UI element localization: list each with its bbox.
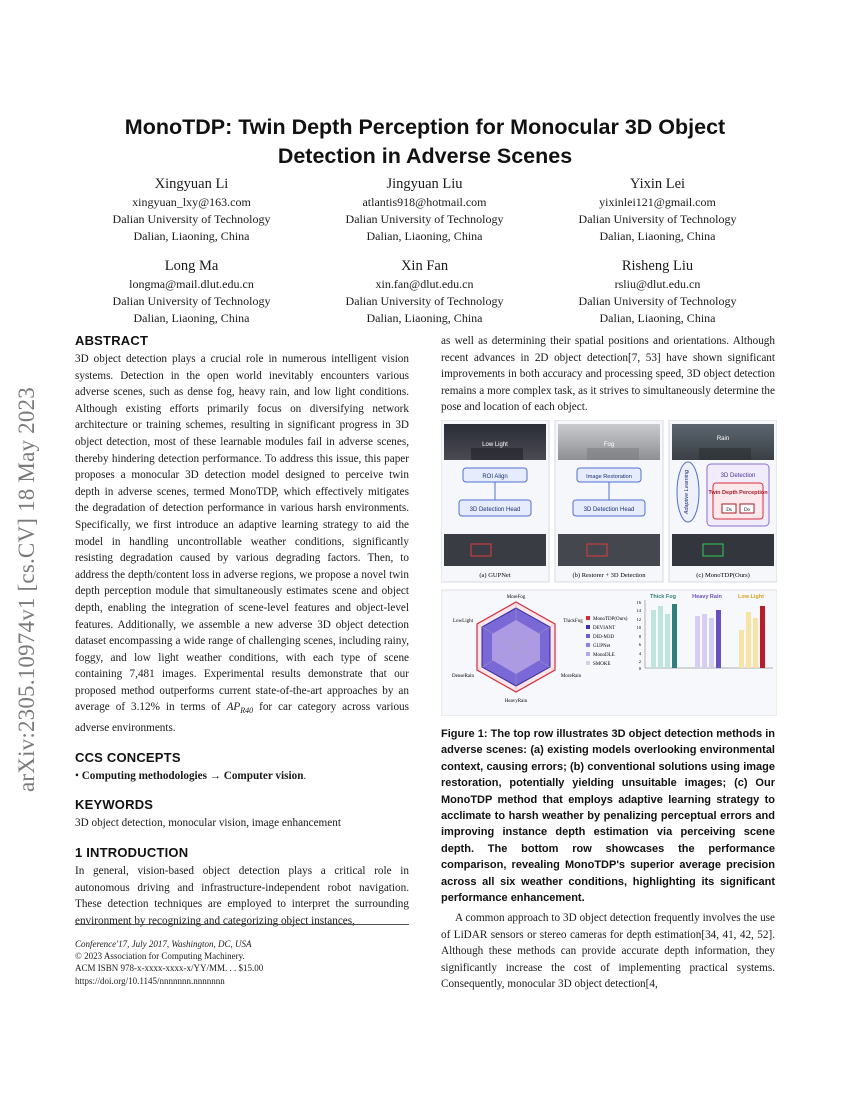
author-name: Xin Fan: [400, 258, 449, 274]
author-name: Risheng Liu: [621, 258, 694, 274]
caption-a: (a) GUPNet: [479, 572, 511, 579]
text-ds: Ds: [726, 508, 732, 513]
result-b: [558, 534, 660, 566]
footnote-rule: [75, 924, 409, 925]
author-4: [75, 256, 308, 327]
bar: [753, 618, 758, 668]
radar-axis-thickfog: ThickFog: [563, 619, 583, 624]
ccs-tail: .: [303, 769, 307, 782]
bar: [709, 618, 714, 668]
radar-axis-heavyrain: HeavyRain: [504, 699, 528, 704]
keywords-heading: KEYWORDS: [75, 797, 154, 813]
author-location: Dalian, Liaoning, China: [599, 311, 716, 325]
author-location: Dalian, Liaoning, China: [366, 311, 483, 325]
box-twin-depth: [713, 483, 763, 519]
result-a: [444, 534, 546, 566]
ap-symbol: AP: [226, 701, 241, 714]
label-low-light: Low Light: [482, 442, 508, 448]
left-column: [75, 333, 409, 929]
bar: [739, 630, 744, 668]
figure-caption: Figure 1: The top row illustrates 3D object detection methods in adverse scenes: (a) existing models overlooking environmental context, causing errors; (b) conventional solutions using image restoration, potentially yielding unsuitable images; (c) Our MonoTDP method that employs adaptive learning strategy to acclimate to harsh weather by penalizing perceptual errors and improving instance depth estimation via perceiving scene depth. The bottom row showcases the performance comparison, revealing MonoTDP's superior average precision across all six weather conditions, highlighting its significant performance enhancement.: [441, 728, 775, 905]
footnote: [75, 938, 409, 987]
bar: [695, 616, 700, 668]
author-email: rsliu@dlut.edu.cn: [614, 277, 701, 291]
footnote-conference: Conference'17, July 2017, Washington, DC, USA: [75, 939, 252, 949]
legend-ours: MonoTDP(Ours): [593, 617, 628, 622]
label-fog: Fog: [603, 442, 615, 448]
text-twin-depth: Twin Depth Perception: [708, 490, 768, 496]
text-detection-head-b: 3D Detection Head: [583, 507, 635, 513]
footnote-doi[interactable]: https://doi.org/10.1145/nnnnnnn.nnnnnnn: [75, 975, 225, 986]
author-location: Dalian, Liaoning, China: [599, 229, 716, 243]
figure-1: [441, 420, 777, 716]
author-email: atlantis918@hotmail.com: [362, 195, 487, 209]
author-affiliation: Dalian University of Technology: [578, 294, 737, 308]
ccs-concept: Computing methodologies → Computer vision: [81, 769, 304, 782]
arxiv-stamp: arXiv:2305.10974v1 [cs.CV] 18 May 2023: [14, 387, 39, 792]
bar-group-low-light: Low Light: [738, 594, 764, 600]
author-name: Yixin Lei: [629, 176, 686, 192]
bar: [651, 610, 656, 668]
intro-heading: 1 INTRODUCTION: [75, 845, 189, 861]
footnote-copyright: © 2023 Association for Computing Machinery.: [75, 951, 245, 962]
bar: [658, 606, 663, 668]
text-detection-head-a: 3D Detection Head: [469, 507, 521, 513]
legend-smoke: SMOKE: [593, 662, 611, 667]
bar: [702, 614, 707, 668]
author-affiliation: Dalian University of Technology: [345, 294, 504, 308]
paper-title: [75, 113, 775, 171]
author-3: [541, 174, 774, 245]
ccs-bullet: •: [75, 769, 79, 782]
y-tick-6: 6: [638, 642, 641, 647]
ccs-text: [75, 768, 409, 785]
caption-c: (c) MonoTDP(Ours): [696, 572, 750, 579]
text-do: Do: [743, 508, 751, 513]
author-location: Dalian, Liaoning, China: [133, 229, 250, 243]
y-tick-14: 14: [636, 608, 641, 613]
intro-continued: as well as determining their spatial positions and orientations. Although recent advances in 2D object detection[7, 53] have shown significant improvements in both accuracy and processing speed, 3D object detection remains a more complex task, as it strives to simultaneously determine the pose and location of each object.: [441, 335, 775, 414]
legend-monodle: MonoDLE: [593, 653, 615, 658]
bar: [760, 606, 765, 668]
abstract-heading: ABSTRACT: [75, 333, 149, 348]
title-line-1: MonoTDP: Twin Depth Perception for Monocular 3D Object: [124, 115, 726, 139]
radar-axis-lowlight: LowLight: [453, 619, 473, 624]
author-affiliation: Dalian University of Technology: [345, 212, 504, 226]
author-5: [308, 256, 541, 327]
right-column-bottom: [441, 910, 775, 993]
footnote-isbn: ACM ISBN 978-x-xxxx-xxxx-x/YY/MM. . . $15.00: [75, 963, 264, 974]
legend-gupnet: GUPNet: [593, 644, 611, 649]
author-name: Long Ma: [164, 258, 219, 274]
author-2: [308, 174, 541, 245]
bar: [665, 614, 670, 668]
author-affiliation: Dalian University of Technology: [112, 294, 271, 308]
text-image-restoration: Image Restoration: [586, 474, 632, 480]
author-name: Jingyuan Liu: [386, 176, 463, 192]
y-tick-2: 2: [638, 659, 641, 664]
author-1: [75, 174, 308, 245]
author-email: longma@mail.dlut.edu.cn: [129, 277, 254, 291]
author-6: [541, 256, 774, 327]
intro-text: In general, vision-based object detection plays a critical role in autonomous driving and infrastructure-independent robot navigation. These detection techniques are employed to interpret the surrounding environment by recognizing and categorizing object instances,: [75, 865, 409, 927]
author-affiliation: Dalian University of Technology: [578, 212, 737, 226]
author-affiliation: Dalian University of Technology: [112, 212, 271, 226]
label-rain: Rain: [716, 436, 730, 442]
bar: [672, 604, 677, 668]
y-tick-0: 0: [638, 666, 641, 671]
y-tick-12: 12: [636, 617, 641, 622]
author-name: Xingyuan Li: [154, 176, 229, 192]
legend-deviant: DEVIANT: [593, 626, 616, 631]
abstract-body: 3D object detection plays a crucial role in numerous intelligent vision systems. Detection in the open world inevitably encounters various adverse scenes, such as dense fog, heavy rain, and low light conditions. Although existing efforts primarily focus on diversifying network architecture or training schemes, resulting in significant progress in 3D object detection, most of these learnable modules fail in adverse scenes, thereby hindering detection performance. To address this issue, this paper proposes a monocular 3D detection model designed to perceive twin depth in adverse scenes, termed MonoTDP, which effectively mitigates the degradation of detection performance in various harsh environments. Specifically, we first introduce an adaptive learning strategy to aid the model in handling uncontrollable weather conditions, significantly resisting degradation caused by various degrading factors. Then, to address the depth/content loss in adverse regions, we propose a novel twin depth perception module that simultaneously estimates scene and object depth, enabling the integration of scene-level features and object-level features. Additionally, we assemble a new adverse 3D object detection dataset encompassing a wide range of challenging scenes, including rainy, foggy, and low light weather conditions, with each type of scene containing 7,481 images. Experimental results demonstrate that our proposed method outperforms current state-of-the-art approaches by an average of 3.12% in terms of: [75, 353, 409, 714]
author-location: Dalian, Liaoning, China: [133, 311, 250, 325]
caption-b: (b) Restorer + 3D Detection: [572, 572, 646, 579]
bar: [716, 610, 721, 668]
radar-axis-morefog: MoreFog: [506, 595, 526, 600]
y-tick-10: 10: [636, 625, 641, 630]
text-adaptive-learning: Adaptive Learning: [684, 469, 690, 515]
radar-axis-morerain: MoreRain: [560, 674, 582, 679]
author-email: xin.fan@dlut.edu.cn: [375, 277, 474, 291]
text-3d-detection: 3D Detection: [720, 473, 756, 479]
bar: [746, 612, 751, 668]
ap-subscript: R40: [240, 706, 254, 716]
ccs-heading: CCS CONCEPTS: [75, 749, 181, 765]
radar-axis-denserain: DenseRain: [452, 674, 474, 679]
title-line-2: Detection in Adverse Scenes: [277, 144, 573, 168]
legend-didm3d: DID-M3D: [593, 635, 615, 640]
text-roi-align: ROI Align: [482, 474, 508, 480]
bar-group-thick-fog: Thick Fog: [650, 594, 676, 600]
right-column-top: [441, 333, 775, 416]
keywords-text: 3D object detection, monocular vision, image enhancement: [75, 817, 341, 830]
y-tick-8: 8: [638, 634, 641, 639]
author-location: Dalian, Liaoning, China: [366, 229, 483, 243]
abstract-tail: for car category across various adverse environments.: [75, 701, 409, 735]
author-email: xingyuan_lxy@163.com: [132, 195, 251, 209]
y-tick-16: 16: [636, 600, 641, 605]
intro-paragraph-2: A common approach to 3D object detection frequently involves the use of LiDAR sensors or stereo cameras for depth estimation[34, 41, 42, 52]. Although these methods can provide accurate depth information, they significantly increase the cost of implementing practical systems. Consequently, monocular 3D object detection[4,: [441, 912, 775, 991]
figure-graphic: [441, 420, 777, 716]
author-email: yixinlei121@gmail.com: [599, 195, 716, 209]
y-tick-4: 4: [638, 651, 641, 656]
abstract-text: [75, 351, 409, 737]
bar-group-heavy-rain: Heavy Rain: [692, 594, 722, 600]
